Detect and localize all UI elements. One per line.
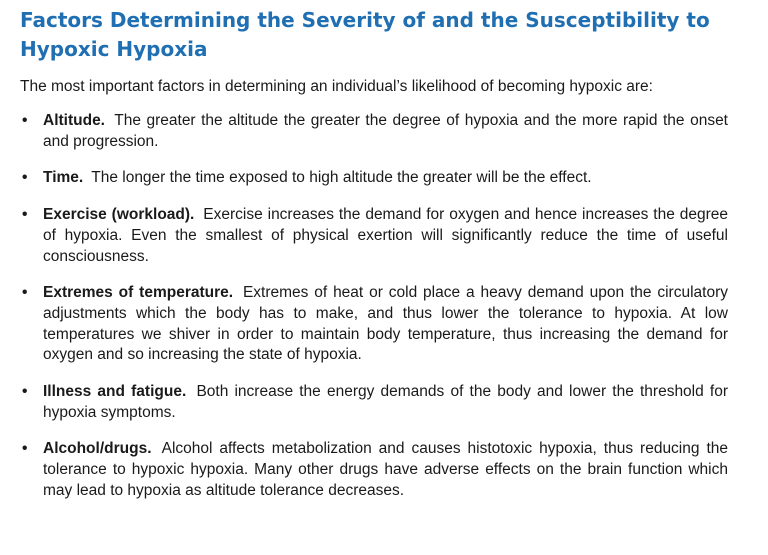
list-item-temperature [20,283,728,366]
list-item-illness [20,382,728,423]
factor-term: Altitude. [43,112,105,129]
bullet-icon: • [22,112,28,129]
list-item-exercise [20,205,728,267]
bullet-icon: • [22,284,28,302]
factor-term: Time. [43,169,84,187]
factor-description: Exercise increases the demand for oxygen and hence increases the degree of hypoxia. Even the smallest of physical exertion will significantly reduce the time of useful consciousness. [43,206,728,265]
factor-description: Alcohol affects metabolization and causes histotoxic hypoxia, thus reducing the tolerance to hypoxic hypoxia. Many other drugs have adverse effects on the brain function which may lead to hypoxia as altitude tolerance decreases. [43,440,728,499]
factor-description: Extremes of heat or cold place a heavy demand upon the circulatory adjustments which the body has to make, and thus lower the tolerance to hypoxia. At low temperatures we shiver in order to maintain body temperature, thus increasing the demand for oxygen and so increasing the state of hypoxia. [43,284,728,364]
factor-term: Extremes of temperature. [43,284,234,302]
document-page [20,6,728,518]
list-item-time [20,168,728,189]
factor-description: The longer the time exposed to high altitude the greater will be the effect. [91,169,592,187]
factor-term: Alcohol/drugs. [43,440,152,458]
factor-description: The greater the altitude the greater the degree of hypoxia and the more rapid the onset and progression. [43,112,728,150]
intro-paragraph: The most important factors in determining an individual’s likelihood of becoming hypoxic are: [20,78,653,95]
list-item-alcohol-drugs [20,439,728,501]
bullet-icon: • [22,169,28,187]
section-heading: Factors Determining the Severity of and the Susceptibility to Hypoxic Hypoxia [20,8,710,61]
factor-term: Exercise (workload). [43,206,195,224]
factor-description: Both increase the energy demands of the body and lower the threshold for hypoxia symptoms. [43,383,728,421]
bullet-icon: • [22,440,28,458]
bullet-icon: • [22,206,28,224]
list-item-altitude [20,111,728,152]
factor-list [20,111,728,502]
factor-term: Illness and fatigue. [43,383,187,401]
bullet-icon: • [22,383,28,401]
